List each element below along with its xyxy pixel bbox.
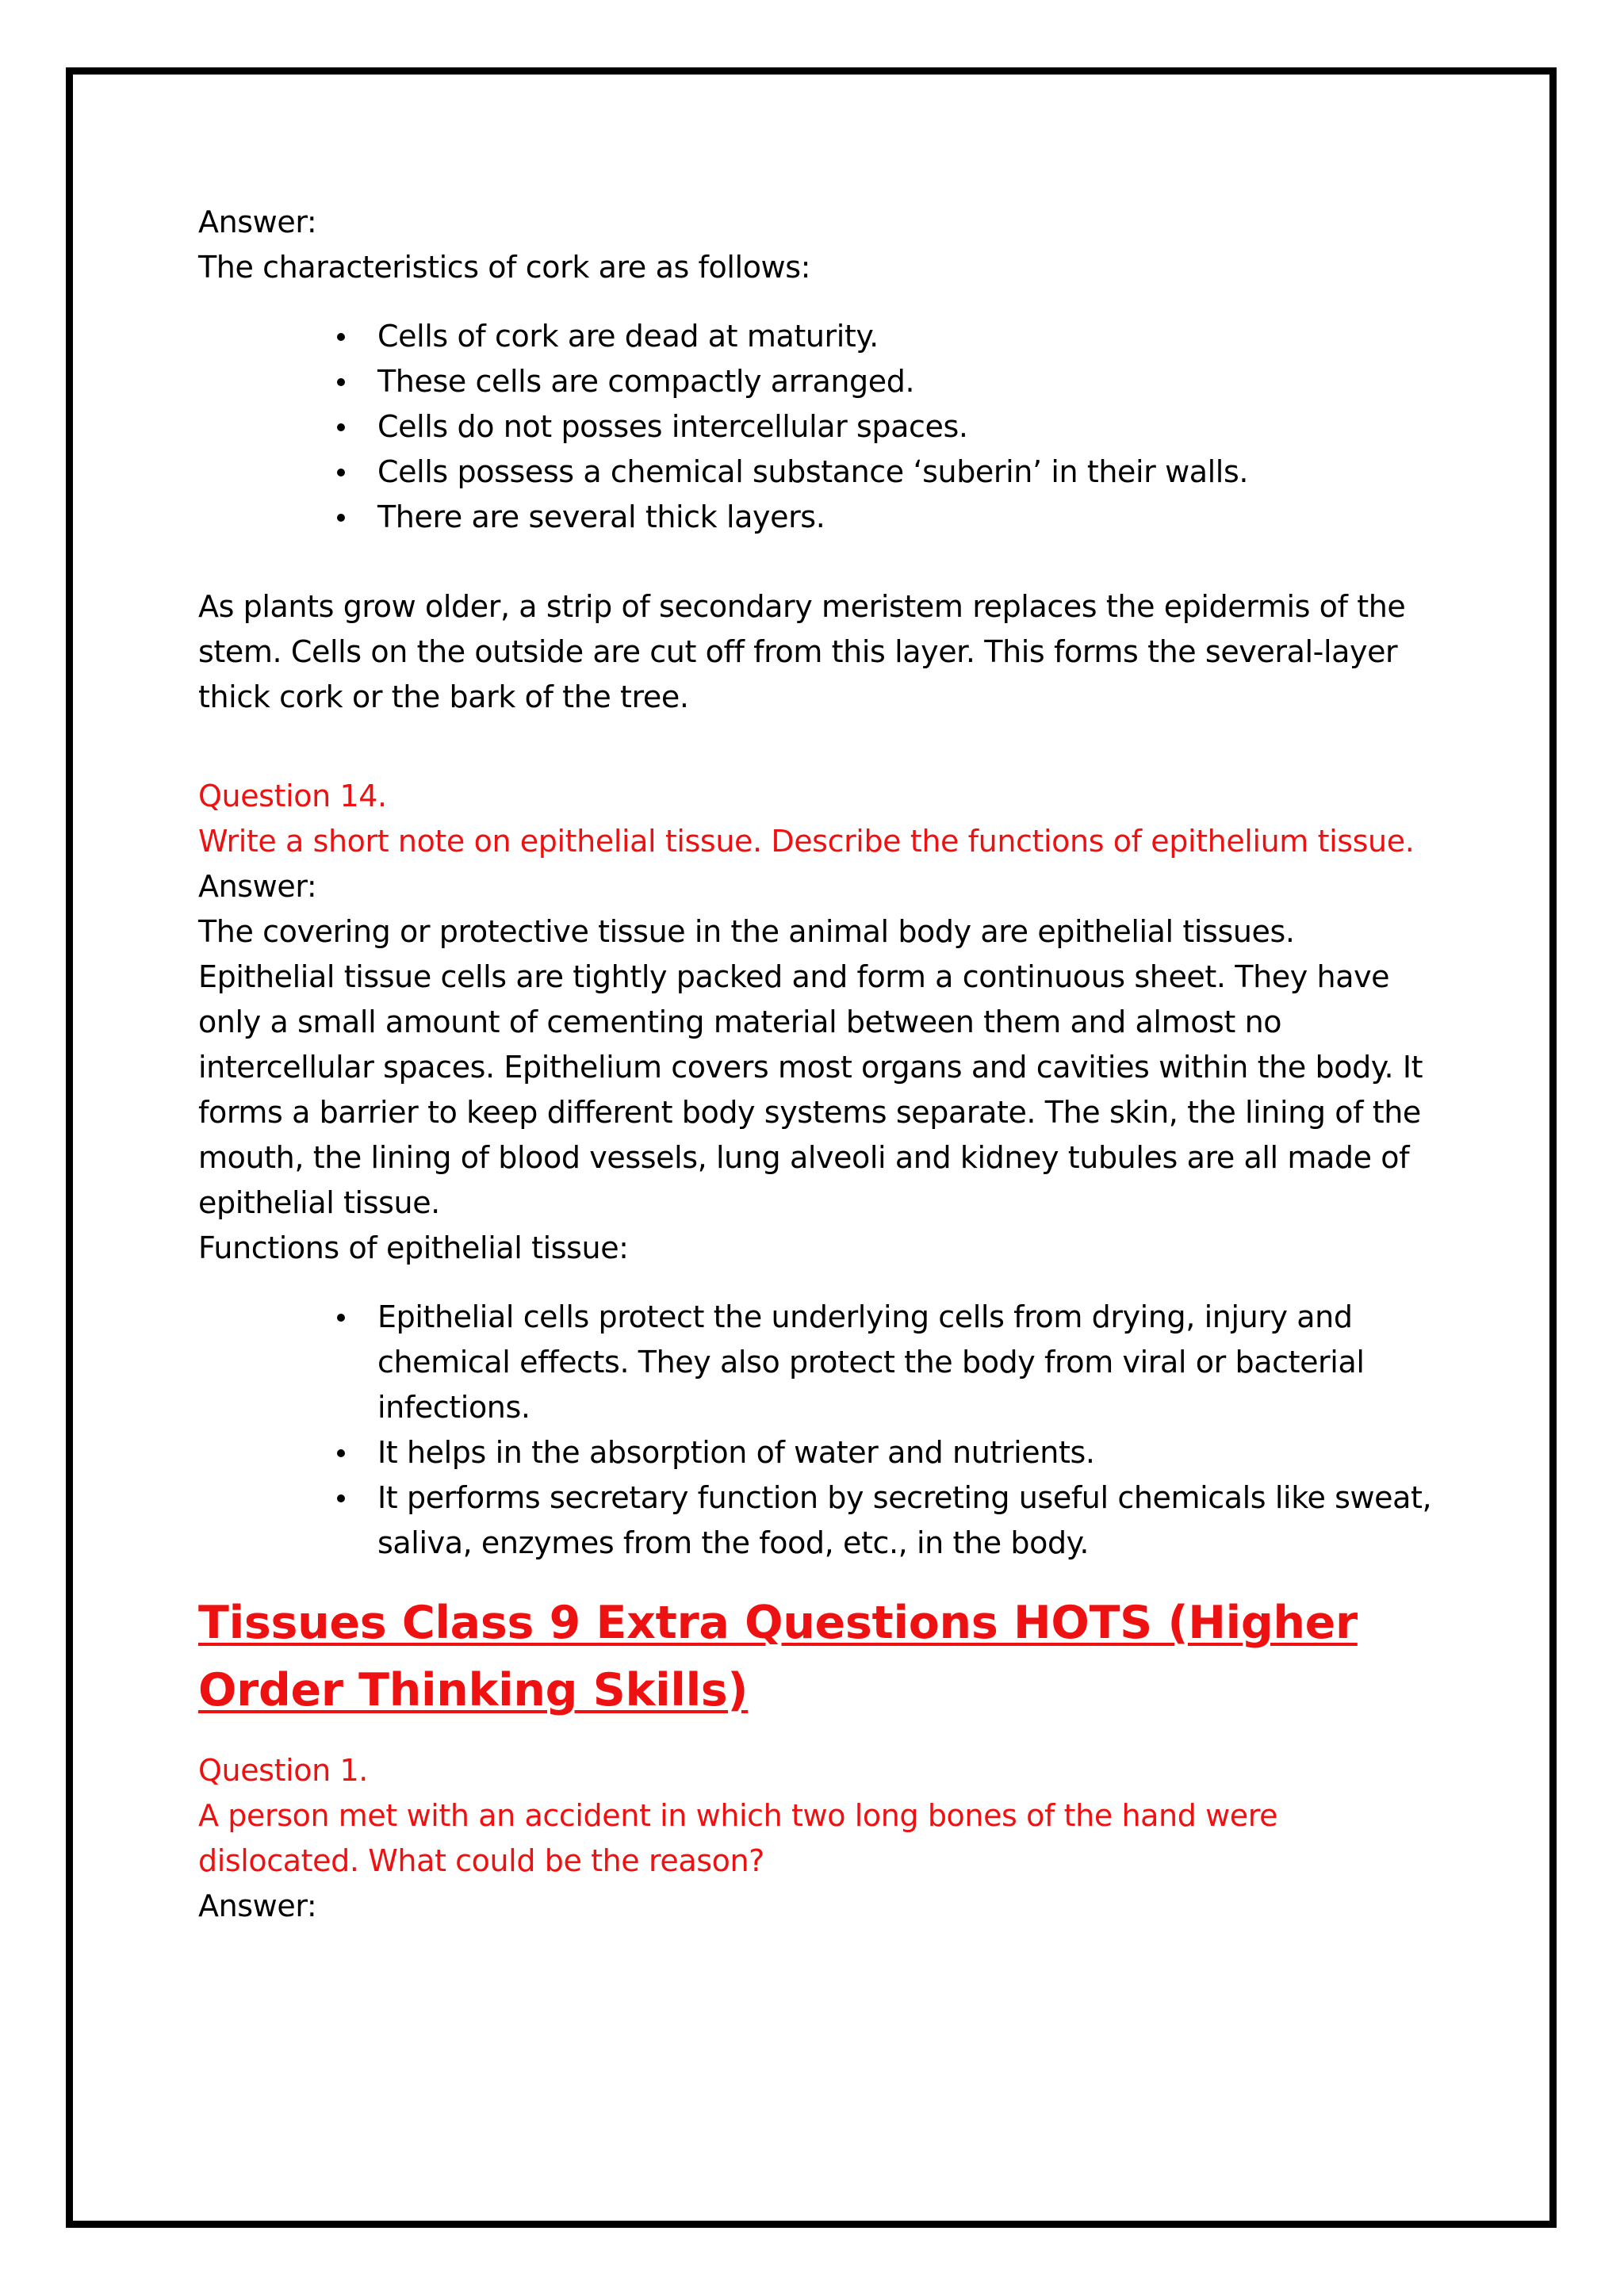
answer-label: Answer:	[198, 205, 317, 239]
hots-question-1-answer-label: Answer:	[198, 1888, 317, 1923]
question-14-text: Write a short note on epithelial tissue. Describe the functions of epithelium tissue.	[198, 824, 1415, 859]
section-heading: Tissues Class 9 Extra Questions HOTS (Higher Order Thinking Skills)	[198, 1597, 1358, 1716]
question-14-answer: The covering or protective tissue in the animal body are epithelial tissues. Epithelial tissue cells are tightly packed and form a continuous sheet. They have only a small amount of cementing material between them and almost no intercellular spaces. Epithelium covers most organs and cavities within the body. It forms a barrier to keep different body systems separate. The skin, the lining of the mouth, the lining of blood vessels, lung alveoli and kidney tubules are all made of epithelial tissue.	[198, 914, 1423, 1220]
document-content	[198, 200, 1435, 1929]
question-14-label: Question 14.	[198, 779, 387, 813]
list-item: Cells do not posses intercellular spaces.	[377, 404, 1435, 450]
cork-intro: The characteristics of cork are as follows:	[198, 250, 811, 285]
cork-characteristics-list	[198, 314, 1435, 540]
list-item: Cells possess a chemical substance ‘suberin’ in their walls.	[377, 450, 1435, 495]
list-item: These cells are compactly arranged.	[377, 359, 1435, 404]
list-item: Epithelial cells protect the underlying cells from drying, injury and chemical effects. They also protect the body from viral or bacterial infections.	[377, 1295, 1435, 1430]
question-14-answer-label: Answer:	[198, 869, 317, 904]
list-item: It helps in the absorption of water and nutrients.	[377, 1430, 1435, 1475]
functions-label: Functions of epithelial tissue:	[198, 1230, 629, 1265]
list-item: There are several thick layers.	[377, 495, 1435, 540]
list-item: Cells of cork are dead at maturity.	[377, 314, 1435, 359]
hots-question-1-text: A person met with an accident in which two long bones of the hand were dislocated. What could be the reason?	[198, 1798, 1278, 1878]
epithelial-functions-list	[198, 1295, 1435, 1566]
cork-paragraph: As plants grow older, a strip of secondary meristem replaces the epidermis of the stem. Cells on the outside are cut off from this layer. This forms the several-layer thick cork or the bark of the tree.	[198, 589, 1406, 714]
list-item: It performs secretary function by secreting useful chemicals like sweat, saliva, enzymes from the food, etc., in the body.	[377, 1475, 1435, 1566]
hots-question-1-label: Question 1.	[198, 1753, 368, 1788]
